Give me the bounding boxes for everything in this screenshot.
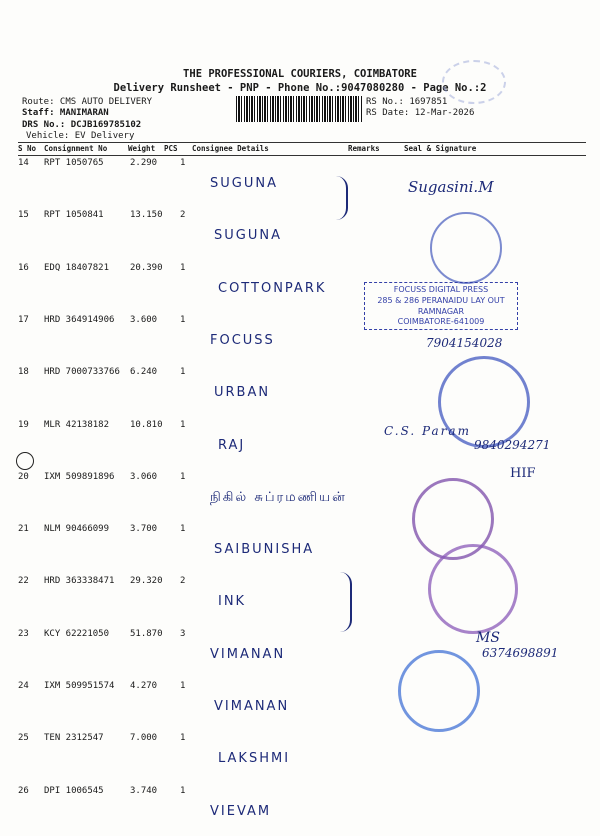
row-pcs: 3 <box>180 628 186 639</box>
row-consignee-name: நிகில் சுப்ரமணியன் <box>210 489 347 505</box>
row-consignee-name: VIMANAN <box>214 699 290 714</box>
barcode <box>236 96 362 122</box>
row-consignee-name: COTTONPARK <box>218 280 327 296</box>
row-consignee-name: LAKSHMI <box>218 751 291 767</box>
vimanan-stamp <box>428 544 518 634</box>
focuss-stamp-line1: FOCUSS DIGITAL PRESS <box>393 285 489 294</box>
table-row <box>18 679 586 731</box>
row-sno: 17 <box>18 314 29 325</box>
row-sno: 21 <box>18 524 29 535</box>
col-consignee: Consignee Details <box>192 144 269 153</box>
row-sno: 20 <box>18 471 29 482</box>
focuss-stamp-line3: RAMNAGAR <box>417 307 465 316</box>
phone-row20: 9840294271 <box>474 438 551 452</box>
col-remarks: Remarks <box>348 144 380 153</box>
col-weight: Weight <box>128 144 156 153</box>
row-weight: 4.270 <box>130 681 158 691</box>
row-consignment: EDQ 18407821 <box>44 262 110 273</box>
bracket-14-15 <box>336 176 348 220</box>
bracket-23-24 <box>340 572 352 632</box>
row-pcs: 1 <box>180 524 186 535</box>
row-weight: 51.870 <box>130 628 163 639</box>
signature-row15: Sugasini.M <box>408 178 494 196</box>
table-row <box>18 156 586 208</box>
row-sno: 26 <box>18 785 29 796</box>
row-pcs: 1 <box>180 262 186 273</box>
row-sno: 19 <box>18 419 29 430</box>
phone-row25: 6374698891 <box>482 646 559 660</box>
row-consignee-name: FOCUSS <box>210 332 275 348</box>
row-weight: 2.290 <box>130 158 158 168</box>
row-sno: 14 <box>18 158 29 168</box>
row-weight: 29.320 <box>130 576 163 587</box>
row-pcs: 1 <box>180 681 186 691</box>
row-weight: 10.810 <box>130 419 163 430</box>
phone-row18: 7904154028 <box>426 336 503 350</box>
row-consignee-name: SAIBUNISHA <box>214 542 315 558</box>
row-sno: 23 <box>18 628 29 639</box>
table-row <box>18 784 586 836</box>
ms-row25: MS <box>476 630 500 646</box>
drs-label: DRS No.: DCJB169785102 <box>22 120 142 130</box>
focuss-stamp <box>364 282 518 330</box>
col-pcs: PCS <box>164 144 178 153</box>
row-pcs: 1 <box>180 158 186 168</box>
row-consignment: RPT 1050841 <box>44 210 104 221</box>
row-weight: 3.060 <box>130 471 158 482</box>
row-consignment: IXM 509891896 <box>44 471 115 482</box>
row-consignment: KCY 62221050 <box>44 628 110 639</box>
row-weight: 6.240 <box>130 367 158 378</box>
staff-label: Staff: MANIMARAN <box>22 108 109 118</box>
signature-row20: C.S. Param <box>384 424 471 438</box>
row-consignment: DPI 1006545 <box>44 785 104 796</box>
col-sno: S No <box>18 144 37 153</box>
row-consignee-name: VIMANAN <box>210 646 286 662</box>
park-stamp <box>430 212 502 284</box>
route-label: Route: CMS AUTO DELIVERY <box>22 97 153 107</box>
row-pcs: 1 <box>180 471 186 482</box>
row-weight: 13.150 <box>130 210 163 221</box>
row-consignment: HRD 7000733766 <box>44 367 120 378</box>
row-consignee-name: SUGUNA <box>210 176 278 191</box>
row-pcs: 1 <box>180 314 186 325</box>
row-sno: 24 <box>18 681 29 691</box>
row-consignee-name: VIEVAM <box>210 803 272 819</box>
row-consignment: NLM 90466099 <box>44 524 110 535</box>
row-pcs: 1 <box>180 367 186 378</box>
rs-date: RS Date: 12-Mar-2026 <box>366 108 475 118</box>
col-consignment: Consignment No <box>44 144 108 153</box>
row-sno: 16 <box>18 262 29 273</box>
focuss-stamp-line2: 285 & 286 PERANAIDU LAY OUT <box>377 296 505 305</box>
row-consignee-name: RAJ <box>218 437 246 453</box>
focuss-stamp-line4: COIMBATORE-641009 <box>397 317 485 326</box>
row-consignment: MLR 42138182 <box>44 419 110 430</box>
row-sno: 25 <box>18 733 29 744</box>
row-consignee-name: SUGUNA <box>214 228 282 244</box>
row-consignment: IXM 509951574 <box>44 681 115 691</box>
company-title: THE PROFESSIONAL COURIERS, COIMBATORE <box>183 68 417 80</box>
col-seal: Seal & Signature <box>404 144 477 153</box>
row-sno: 18 <box>18 367 29 378</box>
row-pcs: 2 <box>180 210 186 221</box>
table-row <box>18 731 586 783</box>
runsheet-subtitle: Delivery Runsheet - PNP - Phone No.:9047080280 - Page No.:2 <box>113 82 487 94</box>
row-consignee-name: URBAN <box>214 385 271 401</box>
rs-number: RS No.: 1697851 <box>366 97 448 107</box>
row-pcs: 1 <box>180 785 186 796</box>
row-weight: 3.700 <box>130 524 158 535</box>
row-consignment: TEN 2312547 <box>44 733 104 744</box>
table-row <box>18 470 586 522</box>
faded-stamp <box>442 60 506 104</box>
row-consignee-name: INK <box>218 594 247 610</box>
sno-21-circle <box>16 452 34 470</box>
row-consignment: RPT 1050765 <box>44 158 104 168</box>
row-weight: 7.000 <box>130 733 158 744</box>
row-sno: 22 <box>18 576 29 587</box>
row-sno: 15 <box>18 210 29 221</box>
row-consignment: HRD 364914906 <box>44 314 115 325</box>
vehicle-label: Vehicle: EV Delivery <box>26 131 135 141</box>
row-weight: 3.740 <box>130 785 158 796</box>
signature-row21: HIF <box>510 466 536 481</box>
row-consignment: HRD 363338471 <box>44 576 115 587</box>
row-weight: 20.390 <box>130 262 163 273</box>
row-weight: 3.600 <box>130 314 158 325</box>
row-pcs: 1 <box>180 733 186 744</box>
row-pcs: 2 <box>180 576 186 587</box>
row-pcs: 1 <box>180 419 186 430</box>
table-header <box>18 143 586 155</box>
vievam-stamp <box>398 650 480 732</box>
